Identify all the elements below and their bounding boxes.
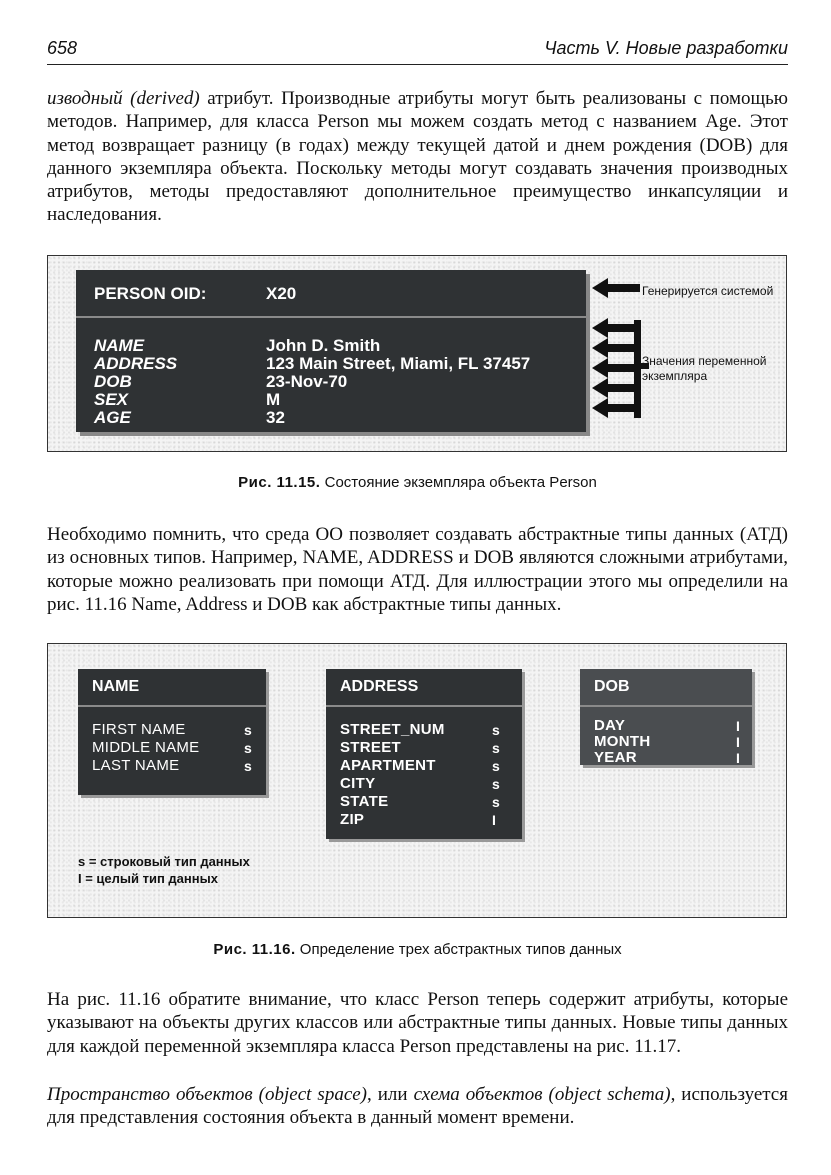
field-type: s	[492, 794, 500, 810]
arrow-left-icon	[592, 378, 638, 398]
field-month: MONTH	[594, 733, 651, 750]
field-type: s	[244, 758, 252, 774]
attr-address-label: ADDRESS	[94, 354, 178, 373]
field-first-name: FIRST NAME	[92, 721, 186, 738]
figure-11-15	[47, 255, 787, 452]
legend-integer-type: I = целый тип данных	[78, 871, 218, 886]
paragraph-text: , используется для представления состояния объекта в данный момент времени.	[47, 1084, 788, 1129]
adt-address-title: ADDRESS	[326, 669, 522, 707]
oid-row	[76, 270, 586, 318]
field-type: I	[736, 734, 740, 750]
figure-11-16	[47, 643, 787, 918]
field-type: s	[492, 740, 500, 756]
field-state: STATE	[340, 793, 389, 810]
paragraph-adt: Необходимо помнить, что среда ОО позволяет создавать абстрактные типы данных (АТД) из основных типов. Например, NAME, ADDRESS и DOB являются сложными атрибутами, которые можно реализовать при помощи АТД. Для иллюстрации этого мы определили на рис. 11.16 Name, Address и DOB как абстрактные типы данных.	[47, 524, 788, 615]
attr-sex-value: M	[266, 390, 281, 409]
field-type: s	[492, 722, 500, 738]
field-type: I	[492, 812, 496, 828]
attr-age-value: 32	[266, 408, 285, 427]
field-city: CITY	[340, 775, 376, 792]
paragraph-text: , или	[367, 1084, 414, 1105]
field-last-name: LAST NAME	[92, 757, 180, 774]
attr-name-value: John D. Smith	[266, 336, 381, 355]
running-title: Часть V. Новые разработки	[544, 38, 788, 58]
figure-11-16-caption	[47, 941, 788, 958]
arrow-left-icon	[592, 338, 638, 358]
adt-name-box	[78, 669, 266, 795]
legend-string-type: s = строковый тип данных	[78, 854, 250, 869]
attr-sex-label: SEX	[94, 390, 129, 409]
caption-text: Состояние экземпляра объекта Person	[320, 474, 597, 491]
note-system-generated: Генерируется системой	[642, 284, 774, 298]
arrow-left-icon	[592, 318, 638, 338]
field-zip: ZIP	[340, 811, 365, 828]
page-number: 658	[47, 38, 78, 58]
field-day: DAY	[594, 717, 626, 734]
oid-value: X20	[266, 284, 297, 303]
figure-11-15-caption	[47, 474, 788, 491]
oid-label: PERSON OID:	[94, 284, 207, 303]
pointer-arrows	[588, 276, 650, 431]
note-instance-values-1: Значения переменной	[642, 354, 767, 368]
attr-name-label: NAME	[94, 336, 145, 355]
person-object-box	[76, 270, 586, 432]
field-street-num: STREET_NUM	[340, 721, 445, 738]
field-apartment: APARTMENT	[340, 757, 436, 774]
attr-age-label: AGE	[94, 408, 131, 427]
adt-address-box	[326, 669, 522, 839]
attr-address-value: 123 Main Street, Miami, FL 37457	[266, 354, 531, 373]
caption-text: Определение трех абстрактных типов данных	[295, 941, 622, 958]
arrow-left-icon	[592, 278, 640, 298]
field-type: s	[492, 758, 500, 774]
field-year: YEAR	[594, 749, 637, 766]
note-instance-values-2: экземпляра	[642, 369, 708, 383]
field-middle-name: MIDDLE NAME	[92, 739, 200, 756]
page-header	[47, 34, 788, 65]
field-type: I	[736, 750, 740, 766]
paragraph-object-space	[47, 1083, 788, 1130]
adt-name-title: NAME	[78, 669, 266, 707]
attr-dob-value: 23-Nov-70	[266, 372, 348, 391]
paragraph-derived-attribute	[47, 87, 788, 227]
adt-dob-box	[580, 669, 752, 765]
term-object-schema: схема объектов (object schema)	[413, 1084, 671, 1105]
paragraph-text: атрибут. Производные атрибуты могут быть реализованы с помощью методов. Например, для класса Person мы можем создать метод с названием Age. Этот метод возвращает разницу (в годах) между текущей датой и днем рождения (DOB) для данного экземпляра объекта. Поскольку методы могут создавать значения производных атрибутов, методы предоставляют дополнительное преимущество инкапсуляции и наследования.	[47, 88, 788, 226]
attr-dob-label: DOB	[94, 372, 132, 391]
field-type: I	[736, 718, 740, 734]
term-derived: изводный (derived)	[47, 88, 200, 109]
field-street: STREET	[340, 739, 401, 756]
field-type: s	[244, 722, 252, 738]
term-object-space: Пространство объектов (object space)	[47, 1084, 368, 1105]
adt-dob-title: DOB	[580, 669, 752, 707]
arrow-left-icon	[592, 398, 638, 418]
arrow-left-icon	[592, 358, 638, 378]
field-type: s	[244, 740, 252, 756]
caption-number: Рис. 11.15.	[238, 474, 321, 491]
caption-number: Рис. 11.16.	[213, 941, 296, 958]
field-type: s	[492, 776, 500, 792]
paragraph-new-types: На рис. 11.16 обратите внимание, что класс Person теперь содержит атрибуты, которые указывают на объекты других классов или абстрактные типы данных. Новые типы данных для каждой переменной экземпляра класса Person представлены на рис. 11.17.	[47, 989, 788, 1057]
